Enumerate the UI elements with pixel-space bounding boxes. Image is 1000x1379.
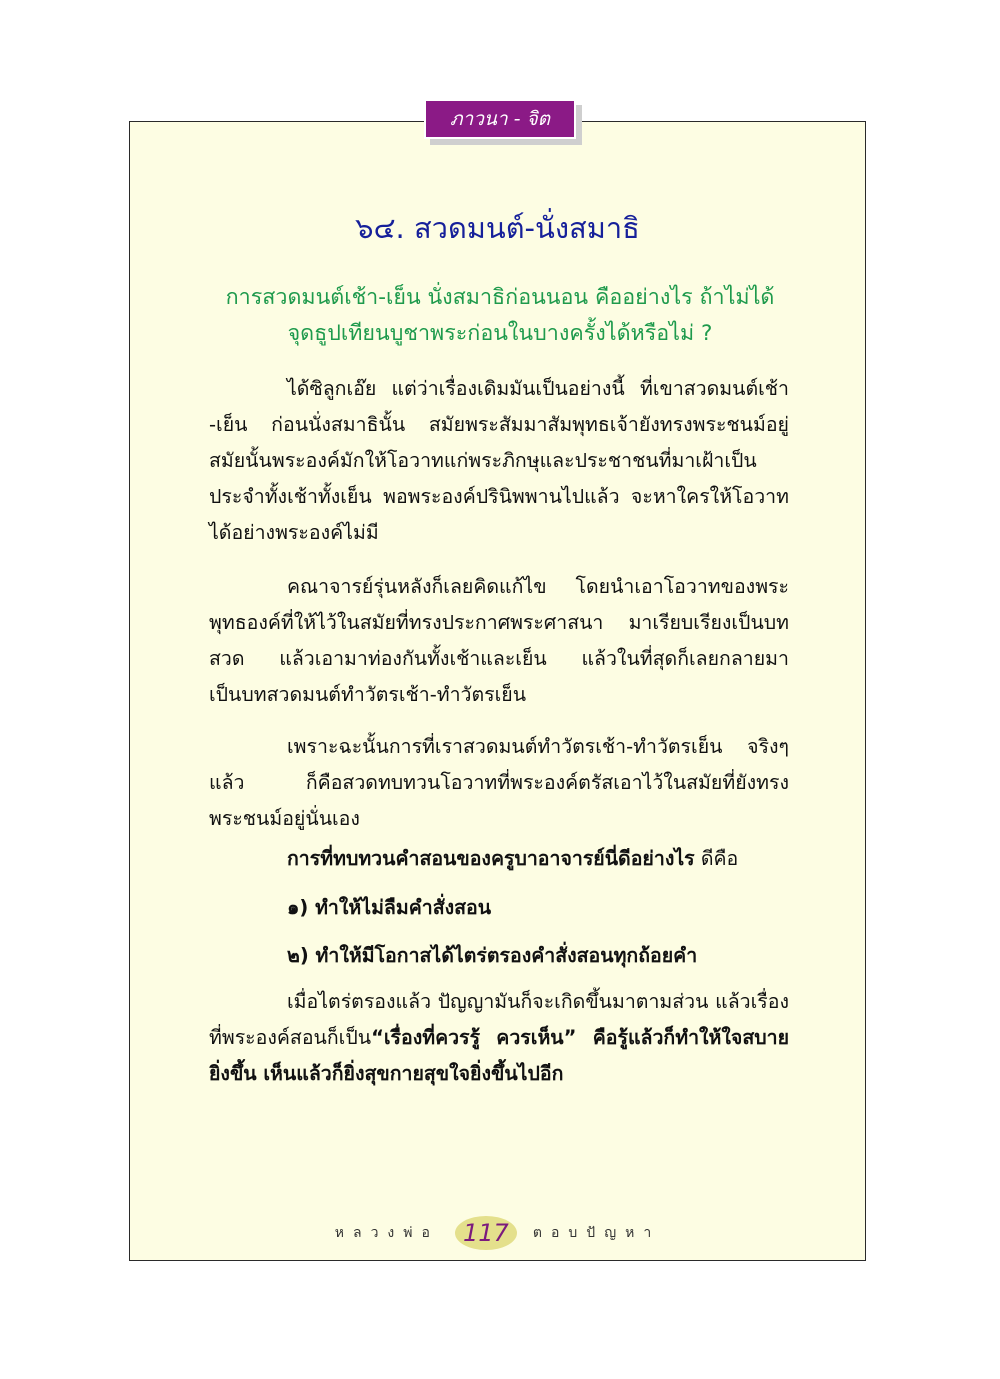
list-item-1: ๑) ทำให้ไม่ลืมคำสั่งสอน [287,896,492,919]
question [205,280,795,352]
section-tab: ภาวนา - จิต [424,99,576,139]
paragraph-line: ได้อย่างพระองค์ไม่มี [209,521,379,544]
paragraph-line: พระชนม์อยู่นั่นเอง [209,807,360,830]
chapter-title: ๖๔. สวดมนต์-นั่งสมาธิ [355,211,640,245]
paragraph-line: เป็นบทสวดมนต์ทำวัตรเช้า-ทำวัตรเย็น [209,683,527,706]
paragraph-2 [209,569,789,713]
paragraph-text-bold: “เรื่องที่ควรรู้ ควรเห็น” คือรู้แล้วก็ทำให้ใจสบาย [371,1026,789,1049]
paragraph-line: เพราะฉะนั้นการที่เราสวดมนต์ทำวัตรเช้า-ทำวัตรเย็น จริงๆ [287,735,789,758]
paragraph-line: พุทธองค์ที่ให้ไว้ในสมัยที่ทรงประกาศพระศาสนา มาเรียบเรียงเป็นบท [209,611,789,634]
paragraph-line: คณาจารย์รุ่นหลังก็เลยคิดแก้ไข โดยนำเอาโอวาทของพระ [287,575,789,598]
paragraph-line: ประจำทั้งเช้าทั้งเย็น พอพระองค์ปรินิพพานไปแล้ว จะหาใครให้โอวาท [209,485,789,508]
review-question [287,841,738,877]
list-item-2: ๒) ทำให้มีโอกาสได้ไตร่ตรองคำสั่งสอนทุกถ้อยคำ [287,944,698,967]
paragraph-line: ยิ่งขึ้น เห็นแล้วก็ยิ่งสุขกายสุขใจยิ่งขึ้นไปอีก [209,1062,564,1085]
review-question-rest: ดีคือ [694,847,739,870]
page-footer [129,1213,866,1253]
paragraph-4 [209,984,789,1092]
paragraph-line: สวด แล้วเอามาท่องกันทั้งเช้าและเย็น แล้วในที่สุดก็เลยกลายมา [209,647,789,670]
paragraph-line: เมื่อไตร่ตรองแล้ว ปัญญามันก็จะเกิดขึ้นมาตามส่วน แล้วเรื่อง [287,990,789,1013]
question-line: จุดธูปเทียนบูชาพระก่อนในบางครั้งได้หรือไม่ ? [287,321,713,346]
review-question-bold: การที่ทบทวนคำสอนของครูบาอาจารย์นี่ดีอย่างไร [287,847,695,870]
paragraph-line: ได้ซิลูกเอ๊ย แต่ว่าเรื่องเดิมมันเป็นอย่างนี้ ที่เขาสวดมนต์เช้า [287,377,789,400]
paragraph-line: -เย็น ก่อนนั่งสมาธินั้น สมัยพระสัมมาสัมพุทธเจ้ายังทรงพระชนม์อยู่ [209,413,789,436]
paragraph-text: ที่พระองค์สอนก็เป็น [209,1026,372,1049]
paragraph-line [209,1020,789,1056]
question-line: การสวดมนต์เช้า-เย็น นั่งสมาธิก่อนนอน คืออย่างไร ถ้าไม่ได้ [225,285,775,310]
paragraph-3 [209,729,789,837]
footer-right: ตอบปัญหา [532,1225,661,1241]
paragraph-line: สมัยนั้นพระองค์มักให้โอวาทแก่พระภิกษุและประชาชนที่มาเฝ้าเป็น [209,449,757,472]
paragraph-line: แล้ว ก็คือสวดทบทวนโอวาทที่พระองค์ตรัสเอาไว้ในสมัยที่ยังทรง [209,771,789,794]
paragraph-1 [209,371,789,551]
footer-left: หลวงพ่อ [334,1225,439,1241]
page-number: 117 [455,1216,517,1250]
